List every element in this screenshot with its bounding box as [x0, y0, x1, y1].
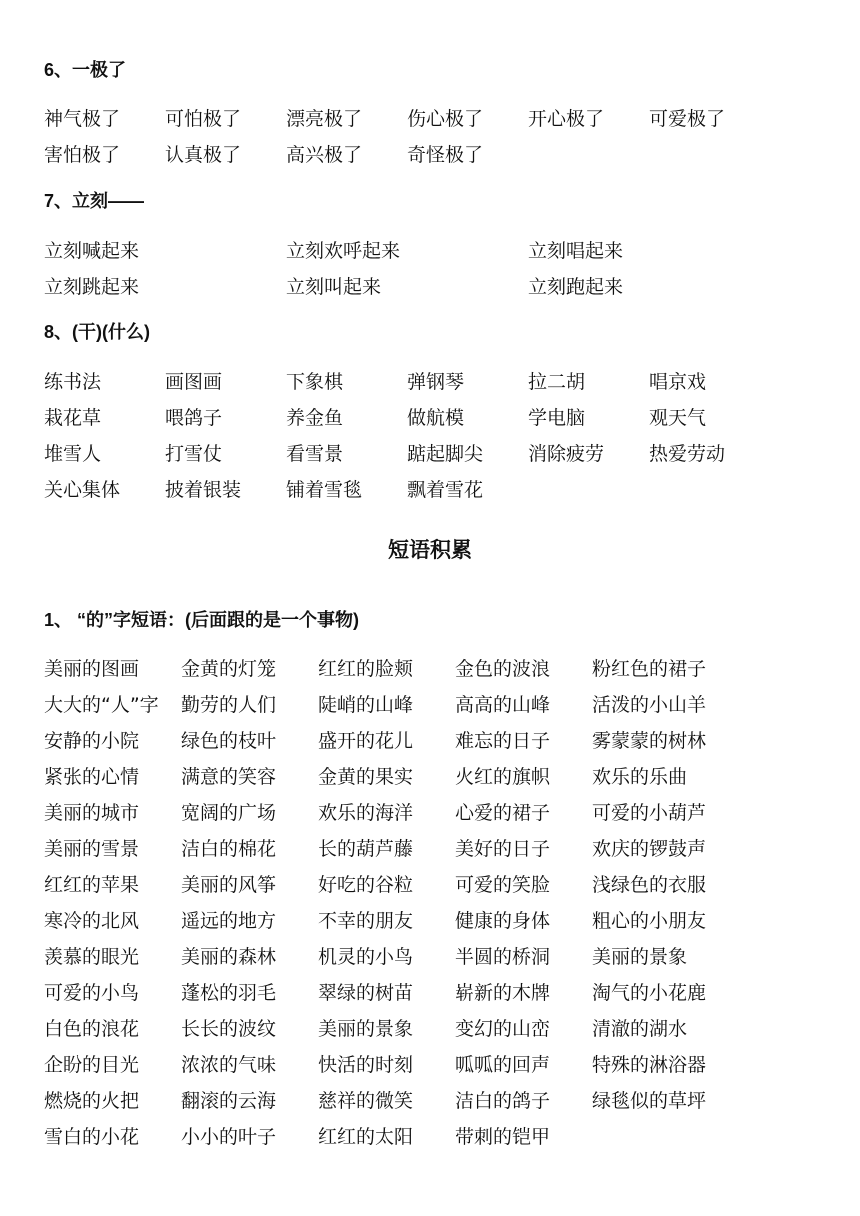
- word-item: 羡慕的眼光: [44, 945, 140, 968]
- word-item: 淘气的小花鹿: [592, 981, 707, 1004]
- word-item: 关心集体: [44, 478, 121, 501]
- word-item: 蓬松的羽毛: [181, 981, 277, 1004]
- word-row: [44, 829, 729, 865]
- word-item: 雾蒙蒙的树林: [592, 729, 707, 752]
- word-row: [44, 135, 770, 171]
- word-item: 红红的苹果: [44, 873, 140, 896]
- word-item: 唱京戏: [649, 370, 707, 393]
- word-item: 浓浓的气味: [181, 1053, 277, 1076]
- word-item: 呱呱的回声: [455, 1053, 551, 1076]
- word-item: 美丽的城市: [44, 801, 140, 824]
- word-item: 不幸的朋友: [318, 909, 414, 932]
- word-item: 喂鸽子: [165, 406, 223, 429]
- word-row: [44, 1117, 729, 1153]
- word-item: 踮起脚尖: [407, 442, 484, 465]
- word-item: 神气极了: [44, 107, 121, 130]
- word-item: 可怕极了: [165, 107, 242, 130]
- word-item: 长的葫芦藤: [318, 837, 414, 860]
- word-row: [44, 99, 770, 135]
- word-item: 美好的日子: [455, 837, 551, 860]
- word-item: 立刻叫起来: [286, 275, 382, 298]
- word-row: [44, 973, 729, 1009]
- word-item: 养金鱼: [286, 406, 344, 429]
- word-item: 漂亮极了: [286, 107, 363, 130]
- word-row: [44, 398, 770, 434]
- word-item: 带刺的铠甲: [455, 1125, 551, 1148]
- word-item: 白色的浪花: [44, 1017, 140, 1040]
- section-title: 短语积累: [388, 538, 472, 562]
- word-item: 心爱的裙子: [455, 801, 551, 824]
- heading-section-1: 1、 “的”字短语：(后面跟的是一个事物): [44, 610, 359, 630]
- word-row: [44, 757, 729, 793]
- word-item: 大大的“人”字: [44, 693, 159, 716]
- word-row: [44, 362, 770, 398]
- word-item: 欢乐的海洋: [318, 801, 414, 824]
- word-item: 拉二胡: [528, 370, 586, 393]
- word-item: 宽阔的广场: [181, 801, 277, 824]
- heading-section-7: 7、立刻——: [44, 191, 145, 211]
- word-grid-6: [44, 99, 770, 171]
- word-item: 美丽的森林: [181, 945, 277, 968]
- word-item: 立刻喊起来: [44, 239, 140, 262]
- word-item: 粗心的小朋友: [592, 909, 707, 932]
- word-item: 红红的太阳: [318, 1125, 414, 1148]
- word-grid-1: [44, 649, 729, 1153]
- word-row: [44, 1045, 729, 1081]
- word-item: 陡峭的山峰: [318, 693, 414, 716]
- word-item: 堆雪人: [44, 442, 102, 465]
- word-item: 快活的时刻: [318, 1053, 414, 1076]
- word-item: 美丽的图画: [44, 657, 140, 680]
- word-item: 洁白的鸽子: [455, 1089, 551, 1112]
- word-item: 满意的笑容: [181, 765, 277, 788]
- word-item: 消除疲劳: [528, 442, 605, 465]
- word-item: 学电脑: [528, 406, 586, 429]
- word-item: 飘着雪花: [407, 478, 484, 501]
- word-row: [44, 793, 729, 829]
- word-row: [44, 1081, 729, 1117]
- word-row: [44, 434, 770, 470]
- word-item: 做航模: [407, 406, 465, 429]
- word-item: 机灵的小鸟: [318, 945, 414, 968]
- word-row: [44, 470, 770, 506]
- word-item: 高兴极了: [286, 143, 363, 166]
- word-item: 奇怪极了: [407, 143, 484, 166]
- word-item: 金黄的果实: [318, 765, 414, 788]
- word-item: 翻滚的云海: [181, 1089, 277, 1112]
- word-item: 下象棋: [286, 370, 344, 393]
- word-item: 观天气: [649, 406, 707, 429]
- word-item: 崭新的木牌: [455, 981, 551, 1004]
- word-item: 认真极了: [165, 143, 242, 166]
- word-item: 企盼的目光: [44, 1053, 140, 1076]
- word-item: 变幻的山峦: [455, 1017, 551, 1040]
- word-item: 立刻欢呼起来: [286, 239, 401, 262]
- word-item: 弹钢琴: [407, 370, 465, 393]
- word-item: 紧张的心情: [44, 765, 140, 788]
- word-item: 欢庆的锣鼓声: [592, 837, 707, 860]
- word-item: 长长的波纹: [181, 1017, 277, 1040]
- word-item: 安静的小院: [44, 729, 140, 752]
- word-item: 活泼的小山羊: [592, 693, 707, 716]
- word-item: 美丽的风筝: [181, 873, 277, 896]
- word-item: 金黄的灯笼: [181, 657, 277, 680]
- word-item: 好吃的谷粒: [318, 873, 414, 896]
- word-item: 勤劳的人们: [181, 693, 277, 716]
- word-item: 半圆的桥洞: [455, 945, 551, 968]
- word-item: 栽花草: [44, 406, 102, 429]
- word-item: 慈祥的微笑: [318, 1089, 414, 1112]
- word-item: 可爱的小葫芦: [592, 801, 707, 824]
- word-item: 金色的波浪: [455, 657, 551, 680]
- word-item: 绿毯似的草坪: [592, 1089, 707, 1112]
- word-item: 盛开的花儿: [318, 729, 414, 752]
- word-item: 看雪景: [286, 442, 344, 465]
- word-item: 寒冷的北风: [44, 909, 140, 932]
- word-item: 欢乐的乐曲: [592, 765, 688, 788]
- word-item: 难忘的日子: [455, 729, 551, 752]
- word-item: 小小的叶子: [181, 1125, 277, 1148]
- word-item: 美丽的雪景: [44, 837, 140, 860]
- word-item: 立刻跑起来: [528, 275, 624, 298]
- word-row: [44, 1009, 729, 1045]
- word-item: 可爱极了: [649, 107, 726, 130]
- word-item: 练书法: [44, 370, 102, 393]
- word-item: 燃烧的火把: [44, 1089, 140, 1112]
- word-row: [44, 937, 729, 973]
- heading-section-6: 6、一极了: [44, 60, 127, 80]
- word-row: [44, 685, 729, 721]
- word-item: 粉红色的裙子: [592, 657, 707, 680]
- word-item: 翠绿的树苗: [318, 981, 414, 1004]
- word-item: 高高的山峰: [455, 693, 551, 716]
- word-item: 雪白的小花: [44, 1125, 140, 1148]
- word-item: 清澈的湖水: [592, 1017, 688, 1040]
- word-item: 披着银装: [165, 478, 242, 501]
- word-item: 火红的旗帜: [455, 765, 551, 788]
- word-item: 铺着雪毯: [286, 478, 363, 501]
- word-row: [44, 649, 729, 685]
- word-item: 美丽的景象: [592, 945, 688, 968]
- word-item: 浅绿色的衣服: [592, 873, 707, 896]
- word-row: [44, 901, 729, 937]
- word-item: 开心极了: [528, 107, 605, 130]
- word-item: 立刻唱起来: [528, 239, 624, 262]
- word-item: 立刻跳起来: [44, 275, 140, 298]
- word-item: 遥远的地方: [181, 909, 277, 932]
- word-item: 美丽的景象: [318, 1017, 414, 1040]
- heading-section-8: 8、(干)(什么): [44, 322, 150, 342]
- word-item: 可爱的笑脸: [455, 873, 551, 896]
- word-item: 绿色的枝叶: [181, 729, 277, 752]
- word-item: 打雪仗: [165, 442, 223, 465]
- word-item: 伤心极了: [407, 107, 484, 130]
- word-item: 特殊的淋浴器: [592, 1053, 707, 1076]
- word-row: [44, 267, 770, 303]
- word-item: 害怕极了: [44, 143, 121, 166]
- word-item: 可爱的小鸟: [44, 981, 140, 1004]
- word-row: [44, 231, 770, 267]
- word-grid-8: [44, 362, 770, 506]
- word-item: 热爱劳动: [649, 442, 726, 465]
- word-item: 健康的身体: [455, 909, 551, 932]
- word-row: [44, 721, 729, 757]
- word-item: 洁白的棉花: [181, 837, 277, 860]
- word-item: 画图画: [165, 370, 223, 393]
- word-grid-7: [44, 231, 770, 303]
- word-item: 红红的脸颊: [318, 657, 414, 680]
- word-row: [44, 865, 729, 901]
